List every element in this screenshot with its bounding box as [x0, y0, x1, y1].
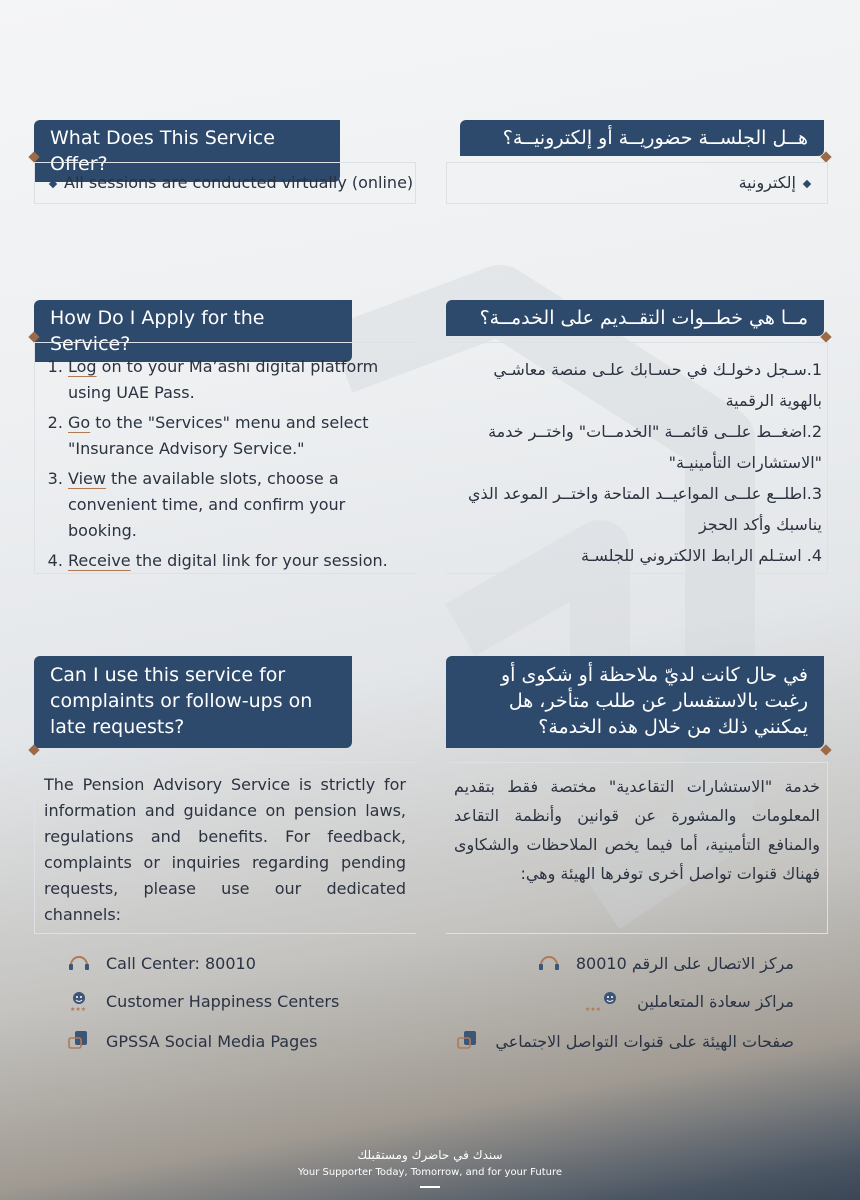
- footer-english-slogan: Your Supporter Today, Tomorrow, and for your Future: [297, 1167, 563, 1178]
- social-media-icon: [455, 1030, 481, 1052]
- ar-title-complaints: في حال كانت لديّ ملاحظة أو شكوى أو رغبت بالاستفسار عن طلب متأخر، هل يمكنني ذلك من خلال هذه الخدمة؟: [446, 656, 824, 748]
- channel-social-media: GPSSA Social Media Pages: [66, 1030, 317, 1052]
- smiley-stars-icon: [66, 990, 92, 1012]
- ar-channel-call-center: مركز الاتصال على الرقم 80010: [536, 952, 794, 974]
- footer-arabic-slogan: سندك في حاضرك ومستقبلك: [357, 1148, 503, 1162]
- headset-icon: [66, 952, 92, 974]
- bullet-icon: [803, 179, 811, 187]
- step-item: 4. استـلم الرابط الالكتروني للجلسـة: [581, 546, 822, 565]
- step-item: 4. Receive the digital link for your session.: [68, 548, 414, 574]
- bullet-icon: [49, 179, 57, 187]
- smiley-stars-icon: [585, 990, 623, 1013]
- step-item: 1.سـجل دخولـك في حسـابك علـى منصة معاشـي بالهوية الرقمية: [493, 360, 822, 410]
- headset-icon: [536, 952, 562, 974]
- en-title-complaints: Can I use this service for complaints or follow-ups on late requests?: [34, 656, 352, 748]
- step-item: 3. View the available slots, choose a convenient time, and confirm your booking.: [68, 466, 414, 544]
- svg-text:★★★: ★★★: [585, 1006, 602, 1013]
- ar-channel-happiness-centers: ★★★ مراكز سعادة المتعاملين: [585, 991, 794, 1013]
- svg-text:★★★: ★★★: [70, 1006, 87, 1013]
- ar-channel-social-media: صفحات الهيئة على قنوات التواصل الاجتماعي: [455, 1030, 794, 1052]
- step-item: 2.اضغــط علــى قائمــة "الخدمــات" واختــر خدمة "الاستشارات التأمينيـة": [488, 422, 822, 472]
- ar-answer3: خدمة "الاستشارات التقاعدية" مختصة فقط بتقديم المعلومات والمشورة عن قوانين وأنظمة التقاعد والمنافع التأمينية، أما فيما يخص الملاحظات والشكاوى فهناك قنوات تواصل أخرى توفرها الهيئة وهي:: [454, 777, 820, 883]
- en-title-how-apply: How Do I Apply for the Service?: [34, 300, 352, 362]
- step-item: 3.اطلــع علــى المواعيــد المتاحة واختــر الموعد الذي يناسبك وأكد الحجز: [468, 484, 822, 534]
- ar-title-session-type: هــل الجلســة حضوريــة أو إلكترونيــة؟: [460, 120, 824, 156]
- step-item: 1. Log on to your Ma’ashi digital platform using UAE Pass.: [68, 354, 414, 406]
- channel-call-center: Call Center: 80010: [66, 952, 256, 974]
- ar-title-steps: مــا هي خطــوات التقــديم على الخدمــة؟: [446, 300, 824, 336]
- en-steps-list: [34, 354, 414, 578]
- ar-steps-list: [446, 354, 822, 571]
- en-title-what-offer: What Does This Service Offer?: [34, 120, 340, 182]
- en-answer: All sessions are conducted virtually (online): [42, 170, 413, 196]
- ar-answer: إلكترونية: [739, 170, 818, 196]
- channel-happiness-centers: ★★★ Customer Happiness Centers: [66, 990, 339, 1012]
- step-item: 2. Go to the "Services" menu and select "Insurance Advisory Service.": [68, 410, 414, 462]
- en-answer3: The Pension Advisory Service is strictly for information and guidance on pension laws, regulations and benefits. For feedback, complaints or inquiries regarding pending requests, please use our dedicated channels:: [44, 775, 406, 924]
- social-media-icon: [66, 1030, 92, 1052]
- footer-divider: [420, 1186, 440, 1188]
